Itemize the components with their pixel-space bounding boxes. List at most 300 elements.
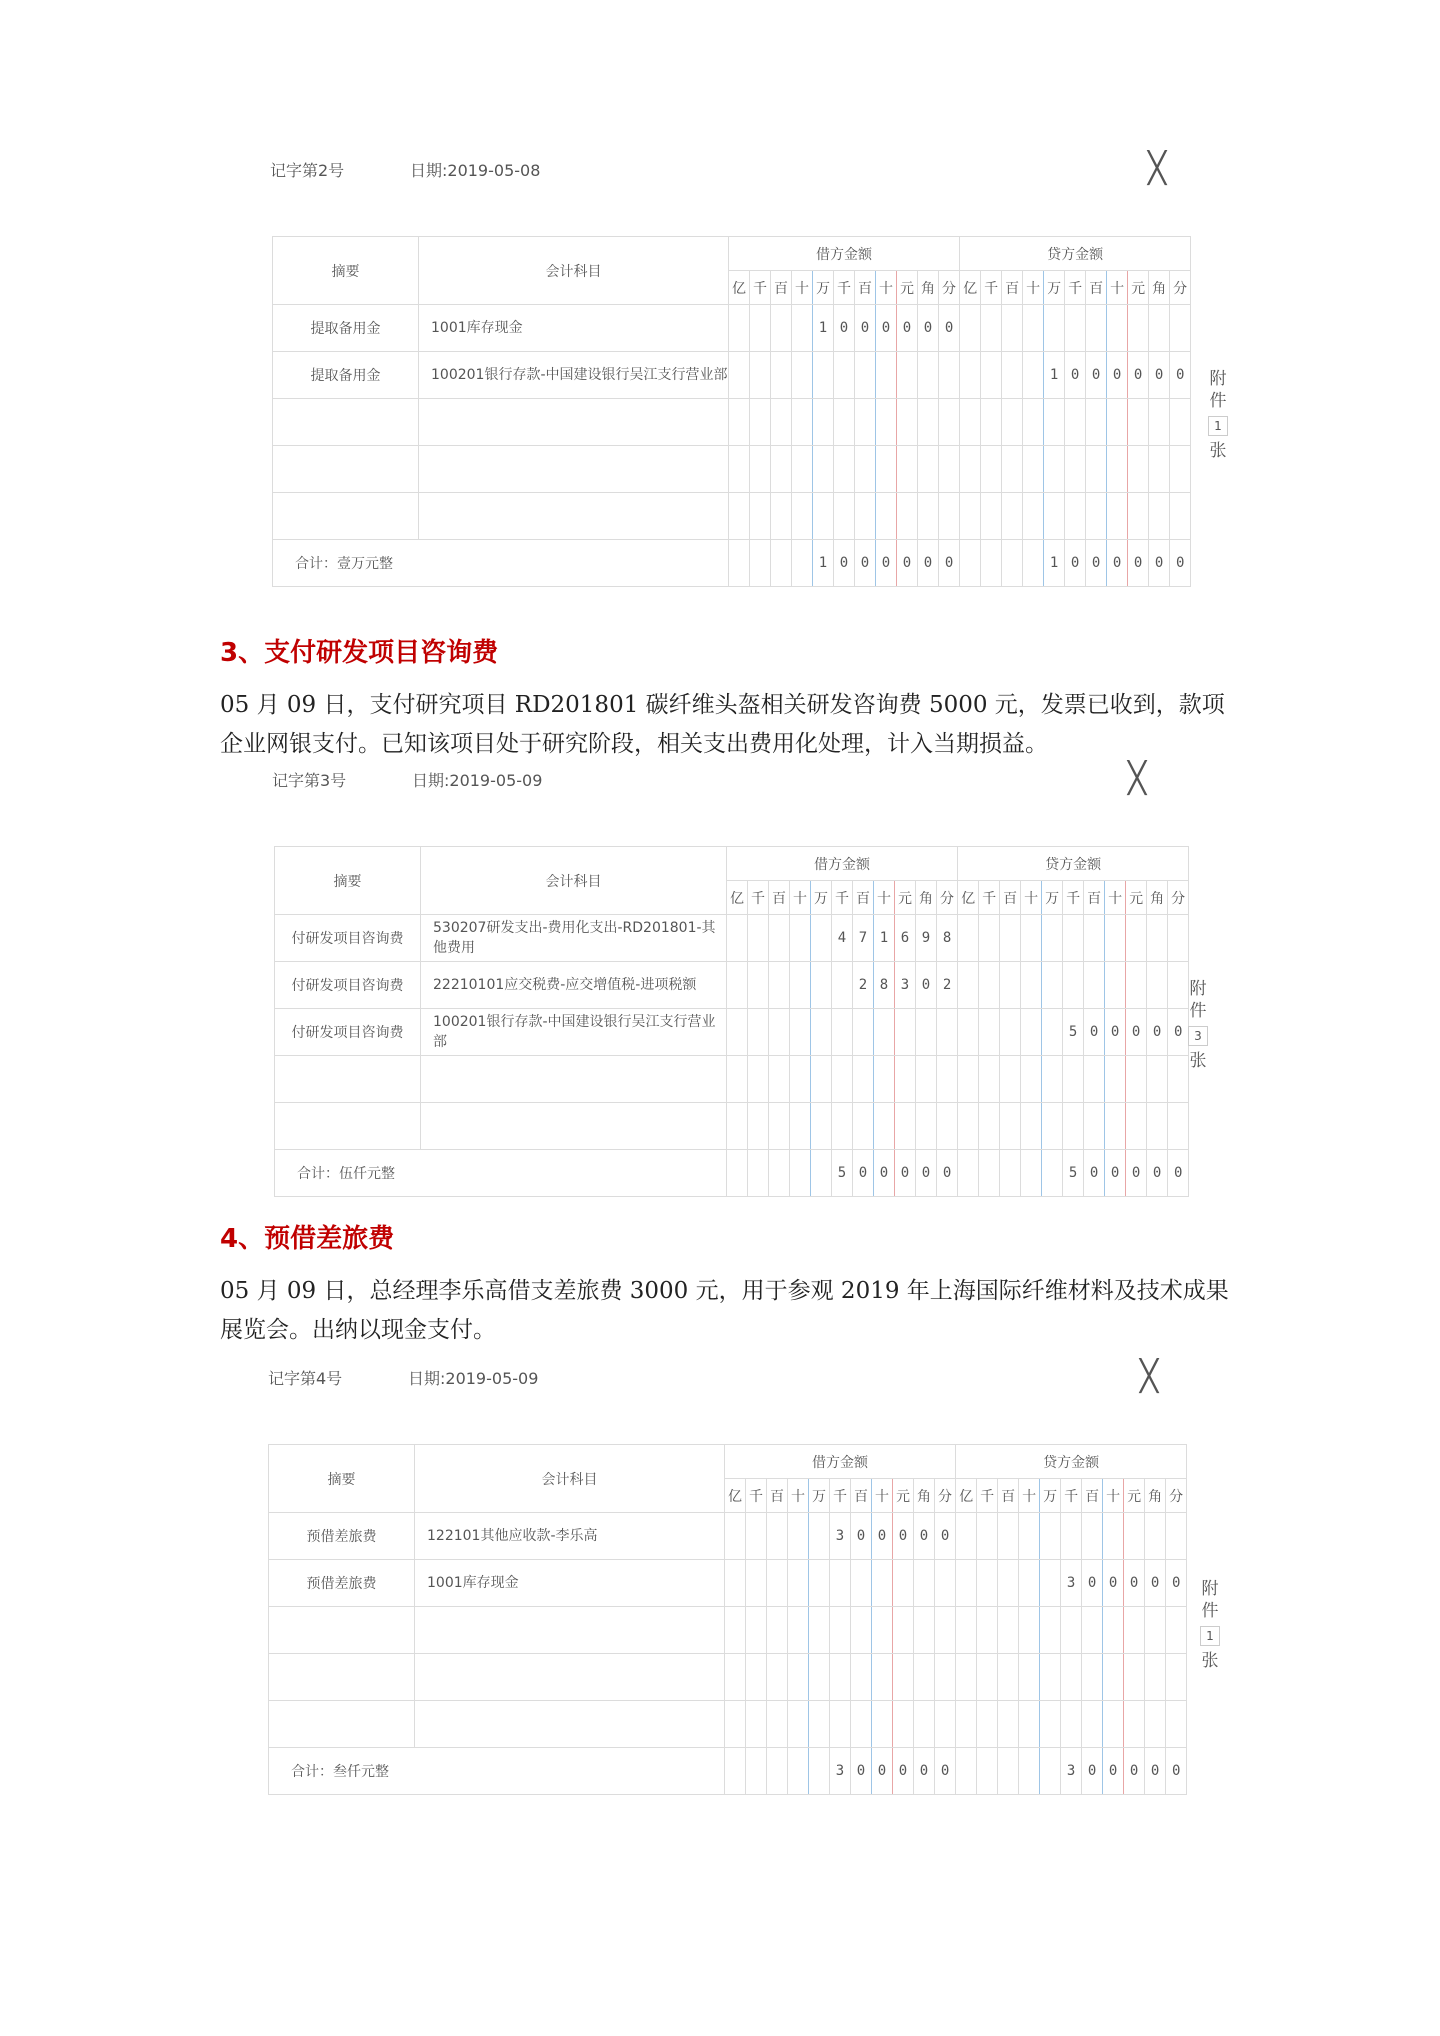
credit-digit-cell [960,493,981,540]
debit-digit-cell [834,399,855,446]
credit-digit-cell [1040,1560,1061,1607]
debit-digit-cell [893,1701,914,1748]
debit-digit-header: 百 [851,1479,872,1513]
debit-digit-cell [855,493,876,540]
debit-digit-cell: 4 [832,915,853,962]
credit-digit-cell [1065,399,1086,446]
debit-digit-header: 百 [769,881,790,915]
debit-digit-header: 百 [771,271,792,305]
row-account [419,399,729,446]
credit-digit-cell: 0 [1082,1560,1103,1607]
credit-digit-cell [956,1607,977,1654]
voucher-table [272,236,1191,587]
credit-digit-header: 千 [979,881,1000,915]
debit-digit-cell [725,1560,746,1607]
debit-digit-cell [725,1701,746,1748]
debit-digit-cell: 6 [895,915,916,962]
total-label: 合计：壹万元整 [273,540,729,587]
debit-digit-cell [792,399,813,446]
voucher-number: 记字第3号 [272,771,347,790]
credit-digit-cell: 3 [1061,1560,1082,1607]
credit-digit-header: 角 [1147,881,1168,915]
attachment-count [1204,368,1232,462]
credit-digit-cell: 0 [1145,1748,1166,1795]
debit-digit-cell [935,1607,956,1654]
row-account: 100201银行存款-中国建设银行吴江支行营业部 [419,352,729,399]
credit-digit-cell [1061,1607,1082,1654]
credit-digit-cell: 0 [1145,1560,1166,1607]
attachment-number[interactable]: 3 [1188,1026,1208,1046]
credit-digit-cell [977,1607,998,1654]
debit-digit-cell [939,399,960,446]
debit-digit-cell [897,352,918,399]
table-row [275,1103,1189,1150]
credit-digit-cell [960,399,981,446]
debit-digit-cell: 0 [939,305,960,352]
credit-digit-cell: 0 [1170,352,1191,399]
credit-digit-cell [1019,1607,1040,1654]
debit-digit-header: 角 [916,881,937,915]
credit-digit-header: 万 [1042,881,1063,915]
debit-digit-cell: 0 [916,962,937,1009]
debit-digit-cell: 0 [897,305,918,352]
debit-digit-cell: 0 [874,1150,895,1197]
credit-digit-cell [979,1150,1000,1197]
credit-digit-cell [998,1513,1019,1560]
voucher-table [274,846,1189,1197]
credit-digit-cell [981,305,1002,352]
debit-digit-cell: 0 [855,540,876,587]
credit-digit-cell: 0 [1105,1150,1126,1197]
debit-header: 借方金额 [729,237,960,271]
voucher-header [270,151,1230,198]
credit-digit-cell [1021,1150,1042,1197]
credit-digit-cell [1000,1056,1021,1103]
credit-digit-cell [1168,1103,1189,1150]
debit-digit-cell [809,1513,830,1560]
credit-digit-cell [1061,1654,1082,1701]
credit-digit-cell: 0 [1105,1009,1126,1056]
row-summary: 提取备用金 [273,305,419,352]
debit-digit-cell [876,446,897,493]
debit-digit-header: 分 [935,1479,956,1513]
credit-digit-cell [960,446,981,493]
total-row [269,1748,1187,1795]
debit-digit-cell [769,1103,790,1150]
debit-digit-cell [767,1654,788,1701]
debit-digit-header: 十 [790,881,811,915]
section-title-3: 3、支付研发项目咨询费 [220,638,499,668]
debit-digit-cell: 0 [872,1748,893,1795]
debit-digit-cell [788,1748,809,1795]
debit-digit-cell [813,493,834,540]
attachment-label-middle: 件 [1201,1601,1219,1621]
credit-digit-header: 元 [1124,1479,1145,1513]
credit-digit-cell [1061,1513,1082,1560]
debit-digit-cell [872,1701,893,1748]
debit-digit-header: 十 [792,271,813,305]
attachment-label-top: 附 [1189,979,1207,999]
credit-digit-cell [1147,915,1168,962]
credit-digit-cell [1042,1056,1063,1103]
credit-digit-cell [1082,1701,1103,1748]
debit-digit-cell [727,915,748,962]
debit-digit-cell [811,1150,832,1197]
credit-digit-cell [1065,446,1086,493]
credit-digit-cell [1170,399,1191,446]
debit-digit-cell [771,446,792,493]
debit-digit-cell [750,446,771,493]
debit-digit-cell [750,493,771,540]
credit-header: 贷方金额 [958,847,1189,881]
debit-digit-cell [855,446,876,493]
credit-digit-cell [958,1056,979,1103]
credit-digit-cell: 0 [1149,540,1170,587]
debit-digit-cell: 0 [916,1150,937,1197]
credit-digit-cell [1023,493,1044,540]
debit-digit-cell [876,399,897,446]
row-summary [273,446,419,493]
credit-digit-cell: 0 [1147,1150,1168,1197]
credit-digit-cell [1082,1654,1103,1701]
debit-digit-header: 十 [874,881,895,915]
credit-header: 贷方金额 [956,1445,1187,1479]
debit-digit-cell: 0 [876,540,897,587]
credit-digit-cell [1019,1513,1040,1560]
credit-digit-header: 十 [1021,881,1042,915]
summary-header: 摘要 [275,847,421,915]
section-title-4: 4、预借差旅费 [220,1224,395,1254]
debit-digit-cell: 7 [853,915,874,962]
debit-header: 借方金额 [727,847,958,881]
section-text-3: 05 月 09 日，支付研究项目 RD201801 碳纤维头盔相关研发咨询费 5000 元，发票已收到，款项企业网银支付。已知该项目处于研究阶段，相关支出费用化处理，计入当期损益。 [220,692,1225,757]
credit-digit-cell [956,1748,977,1795]
credit-digit-cell [977,1748,998,1795]
credit-digit-cell [1128,399,1149,446]
debit-digit-cell [729,352,750,399]
credit-digit-cell [1126,1056,1147,1103]
debit-digit-cell [792,305,813,352]
debit-digit-cell [872,1654,893,1701]
debit-digit-cell [769,1056,790,1103]
debit-digit-header: 千 [750,271,771,305]
row-account: 530207研发支出-费用化支出-RD201801-其他费用 [421,915,727,962]
credit-digit-cell [977,1560,998,1607]
debit-digit-cell [939,352,960,399]
debit-digit-cell: 1 [813,540,834,587]
debit-digit-cell: 0 [855,305,876,352]
credit-digit-cell [979,1103,1000,1150]
credit-digit-header: 分 [1170,271,1191,305]
table-row [275,1056,1189,1103]
debit-digit-cell: 0 [876,305,897,352]
debit-digit-header: 角 [914,1479,935,1513]
debit-digit-cell [790,1009,811,1056]
debit-digit-cell [746,1701,767,1748]
credit-digit-cell: 0 [1103,1748,1124,1795]
debit-digit-cell [897,399,918,446]
debit-digit-cell [834,446,855,493]
debit-digit-cell [809,1607,830,1654]
debit-digit-cell [939,446,960,493]
credit-digit-header: 百 [1084,881,1105,915]
credit-digit-cell [1002,540,1023,587]
debit-digit-cell [790,962,811,1009]
credit-digit-cell [1040,1654,1061,1701]
table-row [275,962,1189,1009]
credit-digit-cell [998,1560,1019,1607]
debit-digit-cell [893,1560,914,1607]
credit-digit-cell [1086,446,1107,493]
debit-digit-cell: 8 [874,962,895,1009]
debit-digit-cell [746,1560,767,1607]
credit-digit-cell [1019,1654,1040,1701]
credit-digit-cell [1002,446,1023,493]
credit-digit-cell [1021,1056,1042,1103]
voucher-header [268,1359,1230,1406]
credit-digit-cell [998,1748,1019,1795]
debit-digit-cell [851,1560,872,1607]
debit-digit-header: 万 [811,881,832,915]
credit-digit-cell [998,1701,1019,1748]
credit-digit-cell: 0 [1126,1150,1147,1197]
credit-digit-cell [1166,1654,1187,1701]
debit-digit-cell: 0 [914,1513,935,1560]
row-summary [275,1103,421,1150]
credit-digit-header: 元 [1126,881,1147,915]
debit-digit-cell: 0 [918,540,939,587]
debit-digit-cell: 0 [834,540,855,587]
debit-digit-header: 分 [939,271,960,305]
credit-digit-cell [1000,962,1021,1009]
credit-digit-cell [1084,1103,1105,1150]
credit-digit-cell: 0 [1166,1748,1187,1795]
debit-digit-cell [767,1560,788,1607]
debit-digit-cell [771,399,792,446]
header-row [273,237,1191,271]
debit-digit-cell [729,305,750,352]
credit-digit-cell: 0 [1128,540,1149,587]
debit-digit-cell [830,1654,851,1701]
credit-digit-cell [1166,1607,1187,1654]
total-row [273,540,1191,587]
credit-digit-cell [1082,1607,1103,1654]
credit-digit-cell [1105,915,1126,962]
credit-digit-header: 分 [1168,881,1189,915]
voucher-number: 记字第4号 [268,1369,343,1388]
credit-digit-cell: 0 [1124,1560,1145,1607]
debit-digit-cell: 0 [935,1748,956,1795]
credit-digit-cell [1019,1560,1040,1607]
credit-digit-cell [1149,493,1170,540]
debit-digit-cell [834,352,855,399]
credit-digit-cell: 0 [1126,1009,1147,1056]
credit-digit-cell [1166,1701,1187,1748]
debit-digit-cell [725,1748,746,1795]
voucher-table [268,1444,1187,1795]
credit-digit-cell: 0 [1170,540,1191,587]
credit-digit-cell [1107,493,1128,540]
debit-digit-cell [918,446,939,493]
debit-digit-cell [750,540,771,587]
debit-digit-cell [897,446,918,493]
credit-digit-cell: 0 [1082,1748,1103,1795]
section-text-4: 05 月 09 日，总经理李乐高借支差旅费 3000 元，用于参观 2019 年上海国际纤维材料及技术成果展览会。出纳以现金支付。 [220,1278,1229,1343]
credit-digit-header: 百 [998,1479,1019,1513]
table-row [269,1513,1187,1560]
row-account: 22210101应交税费-应交增值税-进项税额 [421,962,727,1009]
voucher-date: 日期:2019-05-08 [410,161,541,180]
debit-digit-header: 千 [746,1479,767,1513]
credit-digit-cell [981,493,1002,540]
debit-digit-cell [809,1748,830,1795]
attachment-count [1196,1578,1224,1672]
debit-digit-cell [748,962,769,1009]
debit-digit-cell [851,1701,872,1748]
credit-digit-cell [1023,540,1044,587]
debit-digit-cell [918,493,939,540]
credit-digit-cell [1124,1513,1145,1560]
close-icon[interactable]: ╳ [1128,761,1147,796]
debit-digit-cell: 0 [897,540,918,587]
debit-digit-cell [729,493,750,540]
attachment-number[interactable]: 1 [1208,416,1228,436]
row-account [415,1701,725,1748]
credit-digit-cell: 0 [1147,1009,1168,1056]
debit-digit-cell: 0 [851,1513,872,1560]
credit-digit-cell [1065,493,1086,540]
credit-digit-cell [956,1560,977,1607]
credit-digit-header: 万 [1040,1479,1061,1513]
debit-digit-cell [748,1150,769,1197]
debit-digit-cell [729,540,750,587]
row-summary [273,399,419,446]
credit-digit-cell [958,962,979,1009]
credit-digit-cell: 1 [1044,540,1065,587]
row-summary [269,1607,415,1654]
debit-digit-header: 角 [918,271,939,305]
debit-digit-cell: 0 [851,1748,872,1795]
attachment-count [1184,978,1212,1072]
debit-digit-cell [748,1103,769,1150]
credit-digit-cell [1000,1103,1021,1150]
debit-digit-cell [914,1560,935,1607]
debit-digit-header: 十 [876,271,897,305]
credit-digit-cell [1128,305,1149,352]
table-row [273,493,1191,540]
debit-digit-cell [855,399,876,446]
credit-digit-cell [977,1701,998,1748]
debit-digit-cell: 0 [895,1150,916,1197]
credit-digit-cell [1040,1607,1061,1654]
debit-digit-cell: 0 [853,1150,874,1197]
debit-header: 借方金额 [725,1445,956,1479]
credit-digit-cell [1147,962,1168,1009]
credit-digit-cell [1000,1150,1021,1197]
credit-digit-cell [1042,1103,1063,1150]
credit-digit-cell [1128,446,1149,493]
debit-digit-cell: 2 [853,962,874,1009]
credit-digit-cell [1063,1103,1084,1150]
credit-digit-header: 千 [1065,271,1086,305]
credit-digit-cell [1105,1056,1126,1103]
credit-digit-header: 百 [1002,271,1023,305]
credit-digit-cell [1084,1056,1105,1103]
debit-digit-cell [874,1103,895,1150]
debit-digit-cell [813,446,834,493]
debit-digit-cell [914,1654,935,1701]
debit-digit-cell [916,1056,937,1103]
credit-digit-cell [1002,352,1023,399]
debit-digit-cell [832,962,853,1009]
debit-digit-cell [790,1150,811,1197]
debit-digit-cell [853,1056,874,1103]
debit-digit-header: 百 [853,881,874,915]
attachment-number[interactable]: 1 [1200,1626,1220,1646]
credit-digit-cell [1168,915,1189,962]
credit-digit-cell [998,1607,1019,1654]
credit-digit-cell [1042,962,1063,1009]
debit-digit-header: 十 [872,1479,893,1513]
row-account [419,493,729,540]
table-row [273,305,1191,352]
close-icon[interactable]: ╳ [1148,151,1167,186]
credit-digit-cell [1147,1103,1168,1150]
debit-digit-cell [767,1607,788,1654]
credit-digit-header: 亿 [956,1479,977,1513]
credit-digit-cell: 0 [1086,352,1107,399]
debit-digit-cell [729,446,750,493]
debit-digit-header: 亿 [725,1479,746,1513]
row-account: 1001库存现金 [415,1560,725,1607]
debit-digit-cell: 0 [893,1513,914,1560]
debit-digit-cell: 0 [935,1513,956,1560]
total-label: 合计：伍仟元整 [275,1150,727,1197]
debit-digit-cell [832,1103,853,1150]
debit-digit-cell [727,1103,748,1150]
credit-digit-cell [956,1654,977,1701]
credit-digit-cell [979,962,1000,1009]
debit-digit-cell [937,1103,958,1150]
debit-digit-cell [853,1009,874,1056]
credit-digit-cell [1044,446,1065,493]
table-row [269,1701,1187,1748]
credit-digit-cell [981,540,1002,587]
debit-digit-cell [727,962,748,1009]
credit-digit-cell: 0 [1065,540,1086,587]
credit-digit-cell [1126,962,1147,1009]
credit-digit-cell [1103,1607,1124,1654]
debit-digit-cell [935,1701,956,1748]
credit-digit-cell [1128,493,1149,540]
credit-digit-cell [1105,1103,1126,1150]
debit-digit-cell [769,1150,790,1197]
credit-digit-header: 百 [1086,271,1107,305]
close-icon[interactable]: ╳ [1140,1359,1159,1394]
attachment-label-middle: 件 [1209,391,1227,411]
voucher-number: 记字第2号 [270,161,345,180]
debit-digit-cell [937,1009,958,1056]
credit-digit-cell [1063,962,1084,1009]
debit-digit-cell [746,1607,767,1654]
credit-digit-cell [1107,399,1128,446]
debit-digit-cell [792,540,813,587]
debit-digit-cell [792,352,813,399]
debit-digit-cell: 0 [872,1513,893,1560]
debit-digit-cell [872,1560,893,1607]
credit-digit-cell [956,1701,977,1748]
credit-digit-cell: 0 [1086,540,1107,587]
